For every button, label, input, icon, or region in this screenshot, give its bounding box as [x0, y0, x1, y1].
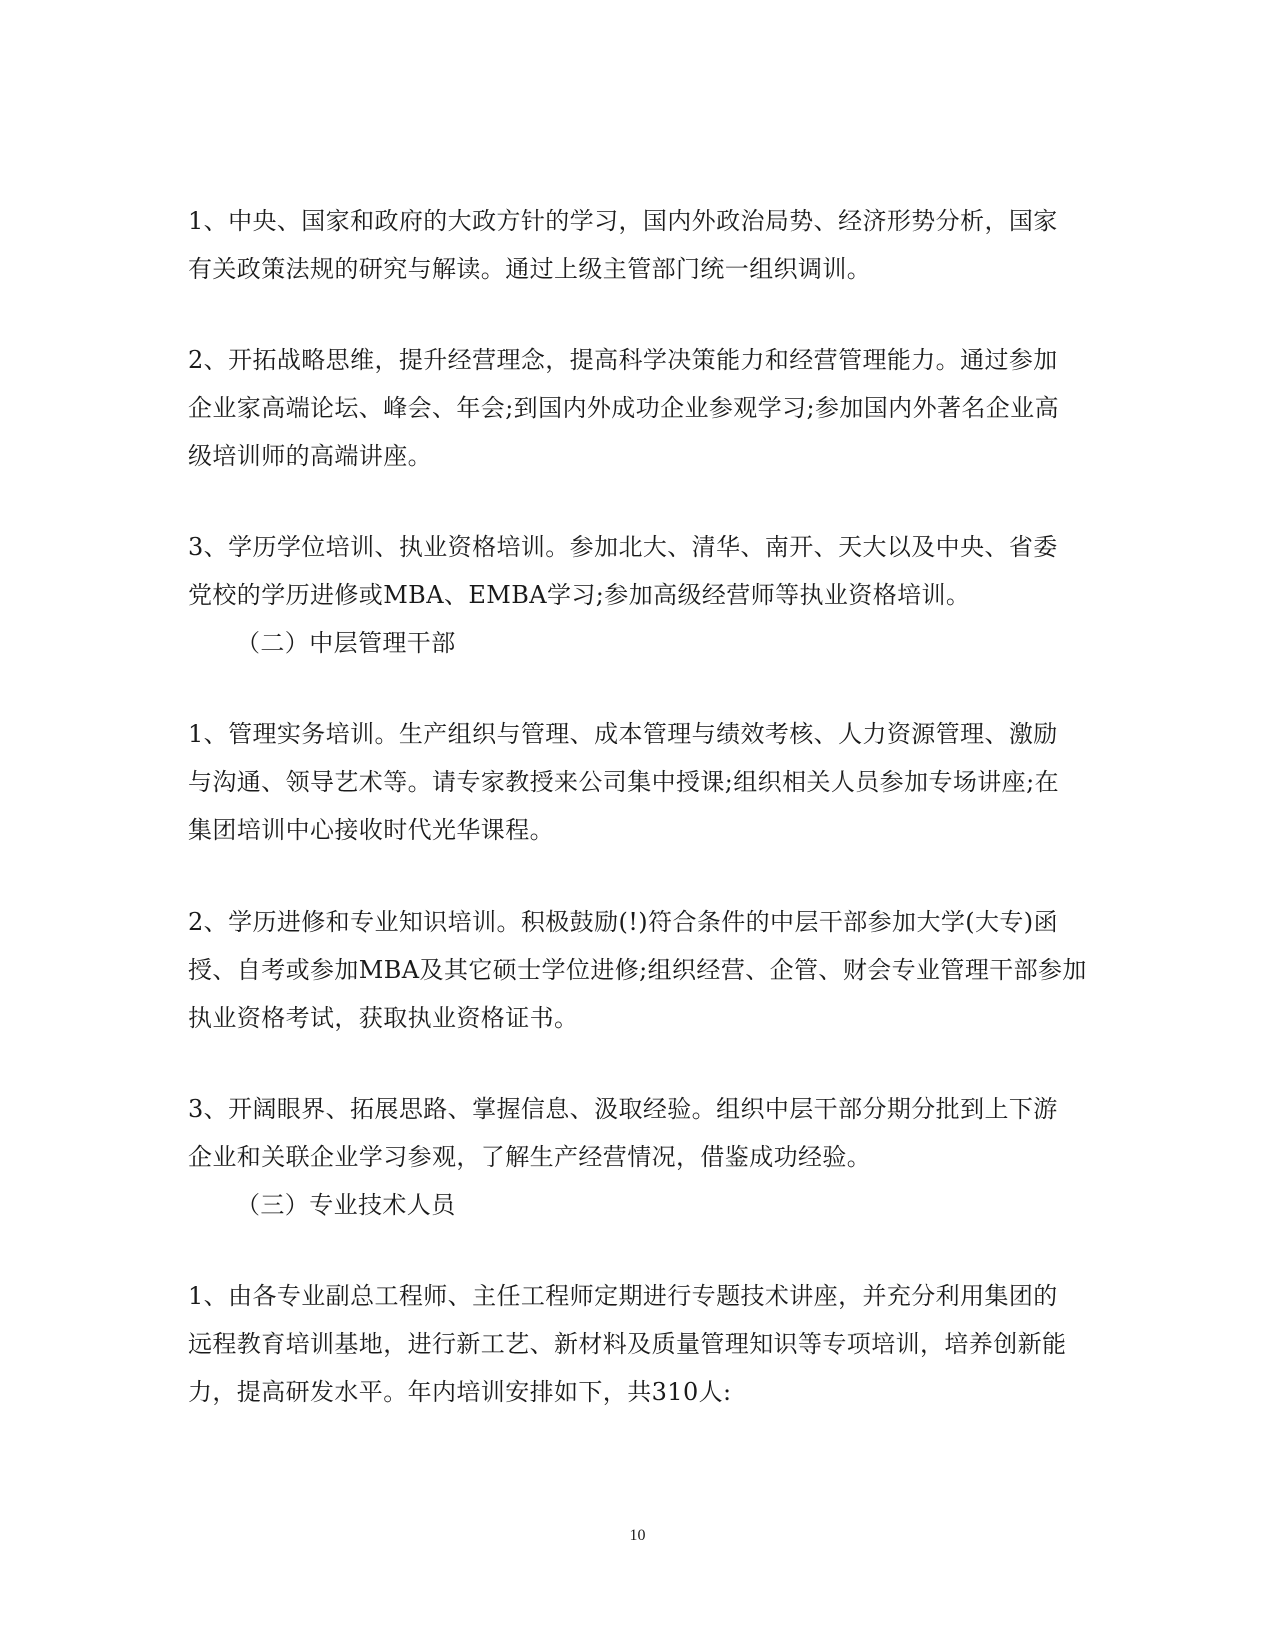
paragraph-line: 2、学历进修和专业知识培训。积极鼓励(!)符合条件的中层干部参加大学(大专)函 — [188, 908, 1058, 936]
paragraph-line: 与沟通、领导艺术等。请专家教授来公司集中授课;组织相关人员参加专场讲座;在 — [188, 768, 1059, 796]
paragraph-line: 1、中央、国家和政府的大政方针的学习，国内外政治局势、经济形势分析，国家 — [188, 207, 1058, 235]
paragraph-line: 企业和关联企业学习参观，了解生产经营情况，借鉴成功经验。 — [188, 1143, 872, 1171]
page-number: 10 — [629, 1527, 646, 1544]
paragraph-line: 远程教育培训基地，进行新工艺、新材料及质量管理知识等专项培训，培养创新能 — [188, 1330, 1067, 1358]
paragraph-line: 有关政策法规的研究与解读。通过上级主管部门统一组织调训。 — [188, 255, 872, 283]
paragraph-line: 1、管理实务培训。生产组织与管理、成本管理与绩效考核、人力资源管理、激励 — [188, 720, 1058, 748]
paragraph-line: 执业资格考试，获取执业资格证书。 — [188, 1004, 579, 1032]
paragraph-line: 党校的学历进修或MBA、EMBA学习;参加高级经营师等执业资格培训。 — [188, 581, 971, 609]
paragraph-line: 授、自考或参加MBA及其它硕士学位进修;组织经营、企管、财会专业管理干部参加 — [188, 956, 1087, 984]
paragraph-line: 3、开阔眼界、拓展思路、掌握信息、汲取经验。组织中层干部分期分批到上下游 — [188, 1095, 1058, 1123]
paragraph-line: 2、开拓战略思维，提升经营理念，提高科学决策能力和经营管理能力。通过参加 — [188, 346, 1058, 374]
paragraph-line: 3、学历学位培训、执业资格培训。参加北大、清华、南开、天大以及中央、省委 — [188, 533, 1058, 561]
section-heading: （二）中层管理干部 — [236, 629, 456, 657]
paragraph-line: 企业家高端论坛、峰会、年会;到国内外成功企业参观学习;参加国内外著名企业高 — [188, 394, 1059, 422]
paragraph-line: 1、由各专业副总工程师、主任工程师定期进行专题技术讲座，并充分利用集团的 — [188, 1282, 1058, 1310]
section-heading: （三）专业技术人员 — [236, 1191, 456, 1219]
paragraph-line: 级培训师的高端讲座。 — [188, 442, 432, 470]
paragraph-line: 力，提高研发水平。年内培训安排如下，共310人: — [188, 1378, 732, 1406]
paragraph-line: 集团培训中心接收时代光华课程。 — [188, 816, 554, 844]
